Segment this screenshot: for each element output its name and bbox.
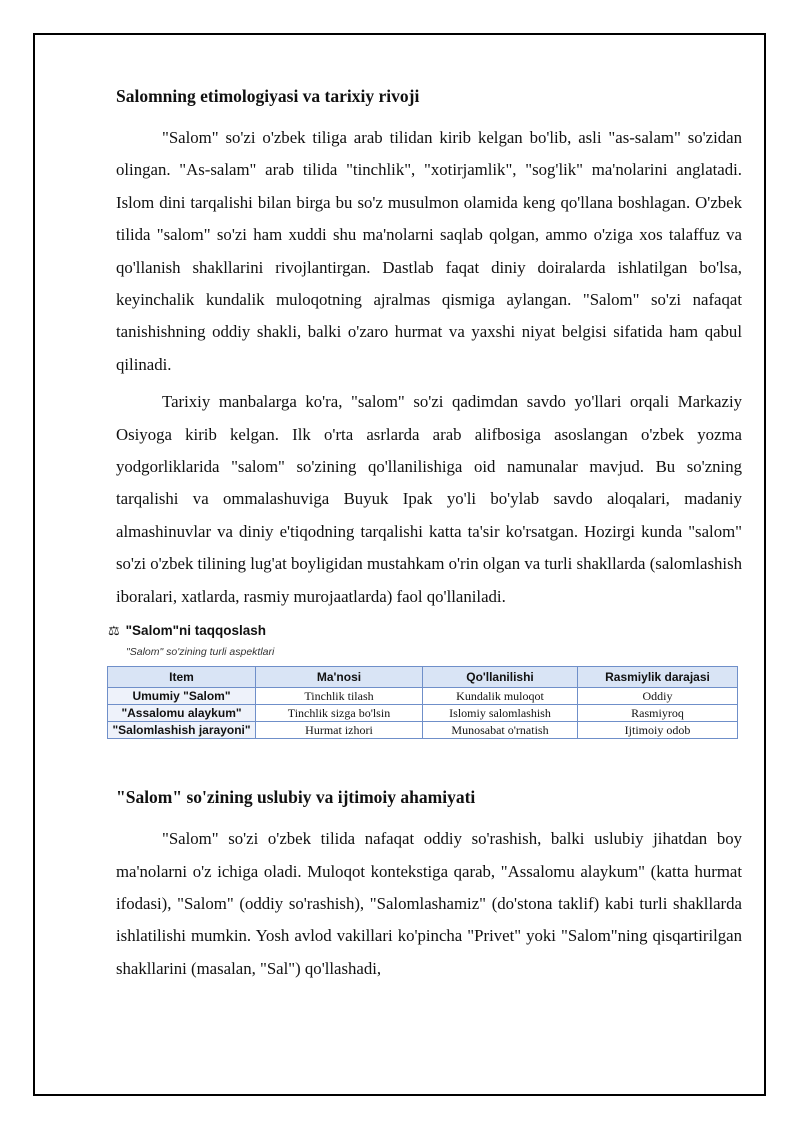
table-cell: Rasmiyroq [578, 705, 738, 722]
table-subtitle: "Salom" so'zining turli aspektlari [126, 646, 275, 659]
comparison-table [107, 666, 738, 739]
balance-scale-icon: ⚖ [108, 623, 120, 639]
table-cell: Islomiy salomlashish [423, 705, 578, 722]
paragraph: "Salom" so'zi o'zbek tiliga arab tilidan kirib kelgan bo'lib, asli "as-salam" so'zidan olingan. "As-salam" arab tilida "tinchlik", "xotirjamlik", "sog'lik" ma'nolarini anglatadi. Islom dini tarqalishi bilan birga bu so'z musulmon olamida keng qo'llana boshlagan. O'zbek tilida "salom" so'zi ham xuddi shu ma'nolarni saqlab qolgan, ammo o'ziga xos talaffuz va qo'llanish shakllarini rivojlantirgan. Dastlab faqat diniy doiralarda ishlatilgan bo'lsa, keyinchalik kundalik muloqotning ajralmas qismiga aylangan. "Salom" so'zi nafaqat tanishishning oddiy shakli, balki o'zaro hurmat va yaxshi niyat belgisi sifatida ham qabul qilinadi. [116, 128, 742, 374]
table-cell: Ijtimoiy odob [578, 722, 738, 739]
table-row [108, 722, 738, 739]
table-cell: Hurmat izhori [256, 722, 423, 739]
table-row [108, 705, 738, 722]
table-title-text: "Salom"ni taqqoslash [125, 623, 266, 639]
table-cell: Munosabat o'rnatish [423, 722, 578, 739]
table-cell: "Assalomu alaykum" [108, 705, 256, 722]
paragraph: Tarixiy manbalarga ko'ra, "salom" so'zi qadimdan savdo yo'llari orqali Markaziy Osiyoga kirib kelgan. Ilk o'rta asrlarda arab alifbosiga asoslangan o'zbek yozma yodgorliklarida "salom" so'zining qo'llanilishiga oid namunalar mavjud. Bu so'zning tarqalishi va ommalashuviga Buyuk Ipak yo'li bo'ylab savdo aloqalari, madaniy almashinuvlar va diniy e'tiqodning tarqalishi katta ta'sir ko'rsatgan. Hozirgi kunda "salom" so'zi o'zbek tilining lug'at boyligidan mustahkam o'rin olgan va turli shakllarda (salomlashish iboralari, xatlarda, rasmiy murojaatlarda) faol qo'llaniladi. [116, 392, 742, 606]
section-heading-stylistic: "Salom" so'zining uslubiy va ijtimoiy ahamiyati [116, 787, 476, 808]
table-cell: "Salomlashish jarayoni" [108, 722, 256, 739]
table-title [108, 621, 742, 641]
column-header: Rasmiylik darajasi [578, 667, 738, 688]
table-cell: Oddiy [578, 688, 738, 705]
column-header: Ma'nosi [256, 667, 423, 688]
table-header-row [108, 667, 738, 688]
column-header: Qo'llanilishi [423, 667, 578, 688]
table-cell: Umumiy "Salom" [108, 688, 256, 705]
column-header: Item [108, 667, 256, 688]
paragraph: "Salom" so'zi o'zbek tilida nafaqat oddiy so'rashish, balki uslubiy jihatdan boy ma'nolarni o'z ichiga oladi. Muloqot kontekstiga qarab, "Assalomu alaykum" (katta hurmat ifodasi), "Salom" (oddiy so'rashish), "Salomlashamiz" (do'stona taklif) kabi turli shakllarda ishlatilishi mumkin. Yosh avlod vakillari ko'pincha "Privet" yoki "Salom"ning qisqartirilgan shakllarini (masalan, "Sal") qo'llashadi, [116, 829, 742, 978]
table-row [108, 688, 738, 705]
document-body [108, 84, 742, 990]
table-cell: Tinchlik sizga bo'lsin [256, 705, 423, 722]
section-heading-etymology: Salomning etimologiyasi va tarixiy rivoji [116, 86, 420, 106]
table-cell: Kundalik muloqot [423, 688, 578, 705]
table-cell: Tinchlik tilash [256, 688, 423, 705]
